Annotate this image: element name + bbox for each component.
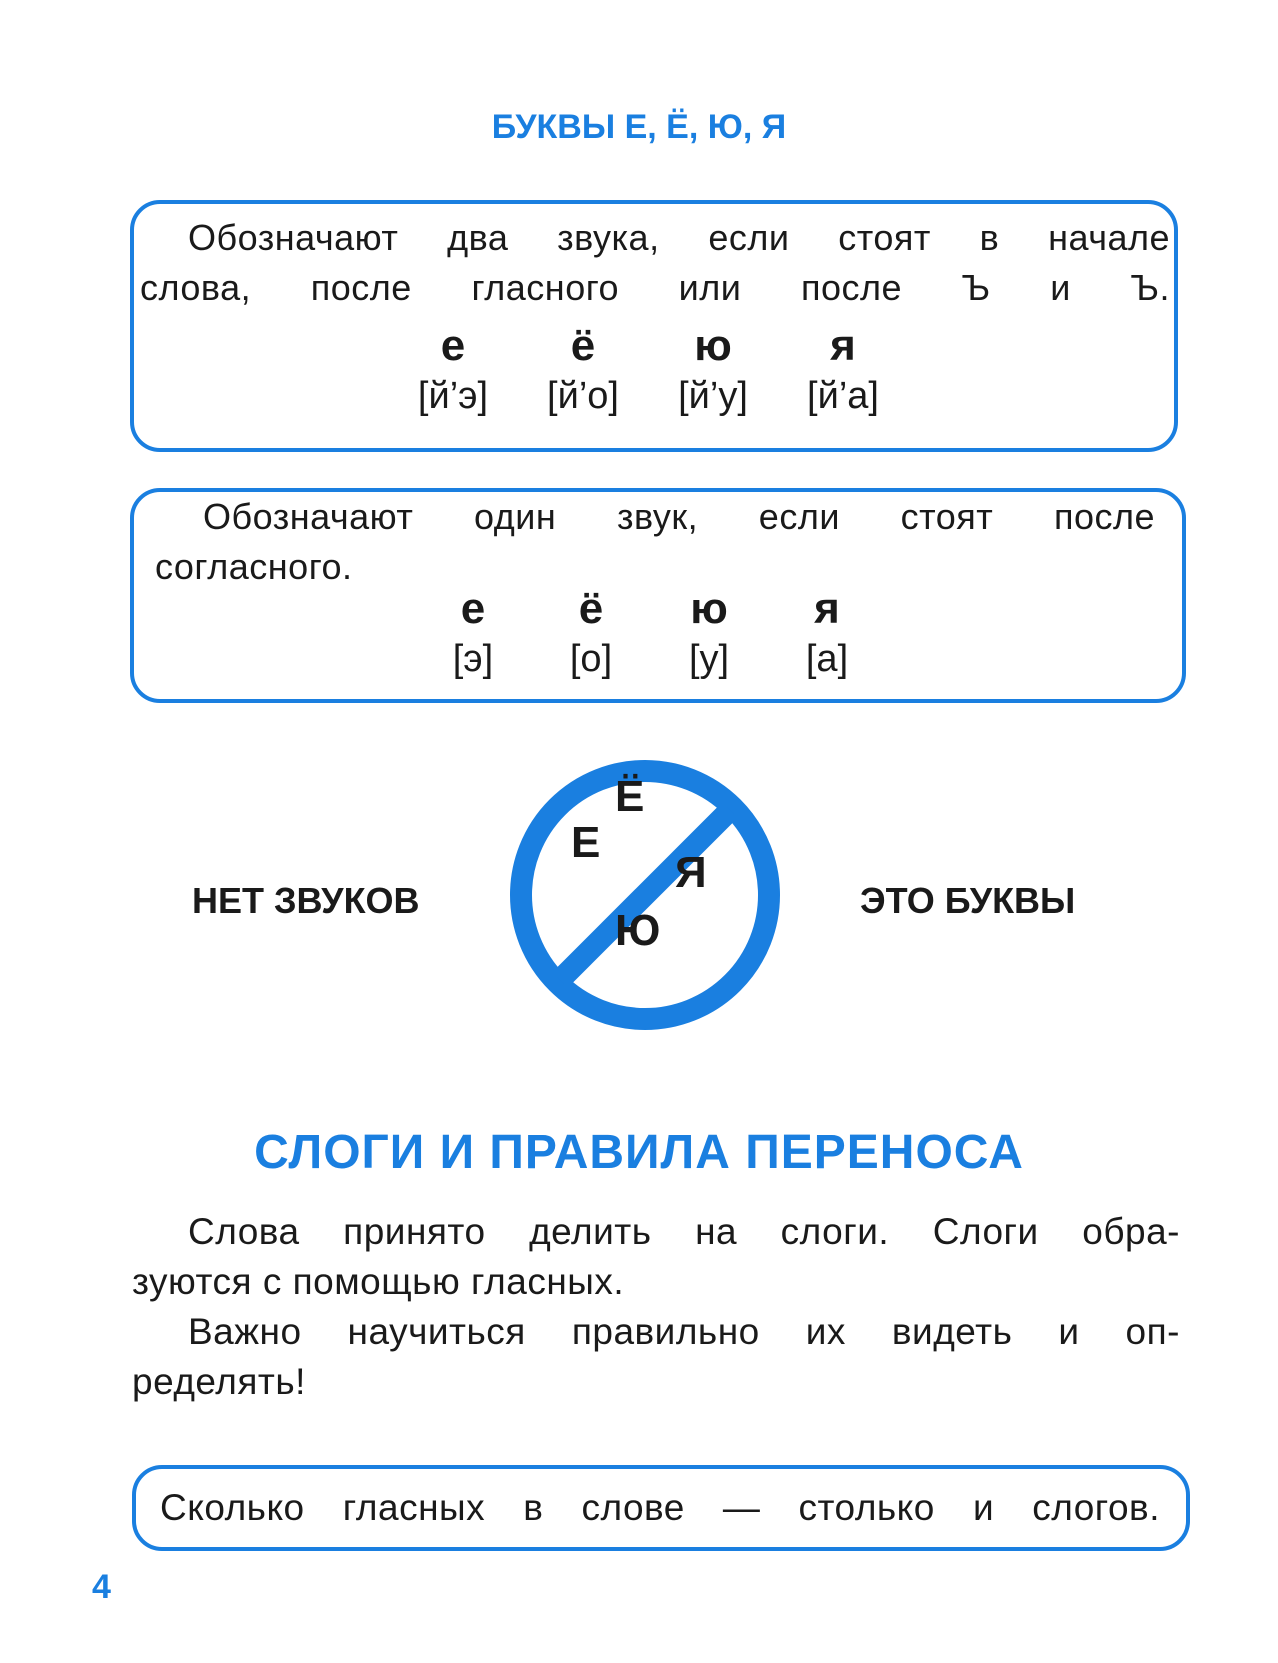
letter-group: [648, 320, 778, 420]
letter: ю: [694, 321, 732, 370]
sound-transcription: [й’э]: [417, 375, 489, 417]
no-sounds-label: НЕТ ЗВУКОВ: [192, 880, 420, 921]
sign-letter: Я: [675, 848, 707, 897]
sound-transcription: [а]: [805, 638, 849, 680]
letter: я: [814, 584, 840, 633]
sound-transcription: [э]: [452, 638, 494, 680]
sound-transcription: [й’у]: [678, 375, 748, 417]
paragraph-line: зуются с помощью гласных.: [132, 1261, 625, 1302]
rule-one-sound-line-1: Обозначают один звук, если стоят после: [203, 496, 1155, 537]
paragraph-line: ределять!: [132, 1361, 306, 1402]
sign-letter: Ю: [615, 906, 661, 955]
page-number: 4: [92, 1568, 111, 1606]
no-sound-sign-icon: [505, 755, 785, 1035]
letter-group: [532, 583, 650, 683]
paragraph-line: Важно научиться правильно их видеть и оп-: [188, 1311, 1180, 1352]
rule-one-sound-text: [155, 492, 1155, 592]
section-heading: СЛОГИ И ПРАВИЛА ПЕРЕНОСА: [254, 1126, 1024, 1179]
sound-transcription: [й’о]: [547, 375, 619, 417]
page-title: БУКВЫ Е, Ё, Ю, Я: [491, 108, 787, 146]
letter-group: [414, 583, 532, 683]
letter-group: [518, 320, 648, 420]
paragraph-line: Слова принято делить на слоги. Слоги обра-: [188, 1211, 1180, 1252]
letter-group: [768, 583, 886, 683]
syllables-paragraph-2: [132, 1307, 1180, 1407]
rule-two-sounds-text: [140, 213, 1170, 313]
rule-one-sound-line-2: согласного.: [155, 546, 353, 587]
two-sounds-letters: [388, 320, 908, 420]
letter: е: [440, 321, 466, 370]
letter-group: [388, 320, 518, 420]
one-sound-letters: [414, 583, 886, 683]
sound-transcription: [о]: [569, 638, 613, 680]
letter-group: [778, 320, 908, 420]
sound-transcription: [й’а]: [807, 375, 879, 417]
sign-letter: Е: [571, 818, 601, 867]
letter: я: [830, 321, 856, 370]
rule-two-sounds-line-1: Обозначают два звука, если стоят в начале: [188, 217, 1170, 258]
sound-transcription: [у]: [688, 638, 730, 680]
letter-group: [650, 583, 768, 683]
letter: ю: [690, 584, 728, 633]
syllables-paragraph-1: [132, 1207, 1180, 1307]
letter: е: [460, 584, 486, 633]
letter: ё: [578, 584, 604, 633]
letter: ё: [570, 321, 596, 370]
syllable-rule-text: Сколько гласных в слове — столько и слогов.: [160, 1487, 1160, 1528]
sign-letter: Ё: [615, 772, 645, 821]
these-are-letters-label: ЭТО БУКВЫ: [860, 880, 1076, 921]
rule-two-sounds-line-2: слова, после гласного или после Ъ и Ъ.: [140, 267, 1170, 308]
